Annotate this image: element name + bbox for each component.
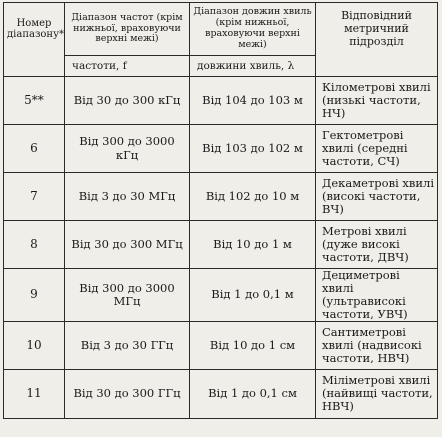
header-frequency-range: Діапазон частот (крім нижньої, враховуючи верхні межі) [65,3,190,56]
header-metric-subdivision: Відповідний метричний підрозділ [316,3,438,56]
table-row [4,77,438,125]
frequency-range: Від 30 до 300 МГц [65,221,190,269]
table-row [4,221,438,269]
wavelength-range: Від 1 до 0,1 м [190,269,316,322]
table-subheader-row [4,56,438,77]
frequency-range: Від 3 до 30 ГГц [65,321,190,369]
band-name: Міліметрові хвилі (найвищі частоти, НВЧ) [316,369,438,418]
wavelength-range: Від 1 до 0,1 см [190,369,316,418]
band-number: 8 [4,221,65,269]
band-name: Гектометрові хвилі (середні частоти, СЧ) [316,125,438,173]
subheader-wavelength: довжини хвиль, λ [190,56,316,77]
frequency-band-table [3,2,438,419]
wavelength-range: Від 10 до 1 см [190,321,316,369]
frequency-range: Від 300 до 3000 кГц [65,125,190,173]
header-band-number: Номер діапазону* [4,3,65,56]
frequency-range: Від 30 до 300 ГГц [65,369,190,418]
subheader-empty-cell [4,56,65,77]
band-name: Дециметрові хвилі (ультрависокі частоти, УВЧ) [316,269,438,322]
table-row [4,321,438,369]
frequency-range: Від 300 до 3000 МГц [65,269,190,322]
band-number: 10 [4,321,65,369]
subheader-frequency: частоти, f [65,56,190,77]
subheader-empty-cell [316,56,438,77]
wavelength-range: Від 103 до 102 м [190,125,316,173]
wavelength-range: Від 102 до 10 м [190,173,316,221]
band-number: 6 [4,125,65,173]
wavelength-range: Від 104 до 103 м [190,77,316,125]
wavelength-range: Від 10 до 1 м [190,221,316,269]
band-number: 5** [4,77,65,125]
band-name: Сантиметрові хвилі (надвисокі частоти, НВЧ) [316,321,438,369]
frequency-range: Від 30 до 300 кГц [65,77,190,125]
band-number: 9 [4,269,65,322]
table-row [4,173,438,221]
band-number: 11 [4,369,65,418]
table-row [4,369,438,418]
header-wavelength-range: Діапазон довжин хвиль (крім нижньої, враховуючи верхні межі) [190,3,316,56]
band-name: Метрові хвилі (дуже високі частоти, ДВЧ) [316,221,438,269]
band-number: 7 [4,173,65,221]
band-name: Декаметрові хвилі (високі частоти, ВЧ) [316,173,438,221]
band-name: Кілометрові хвилі (низькі частоти, НЧ) [316,77,438,125]
table-row [4,269,438,322]
frequency-range: Від 3 до 30 МГц [65,173,190,221]
table-header-row [4,3,438,56]
table-row [4,125,438,173]
